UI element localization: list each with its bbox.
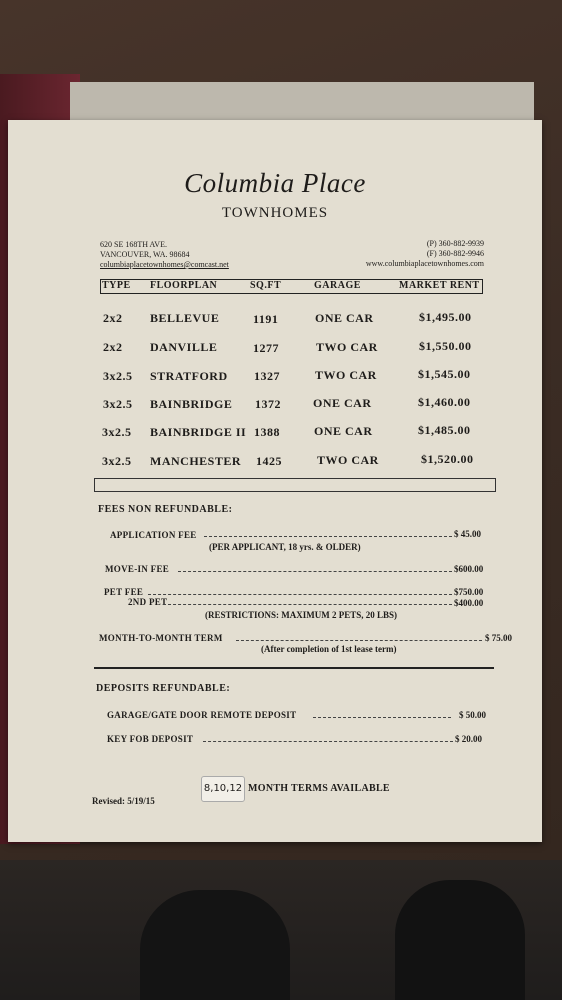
- section-divider: [94, 667, 494, 669]
- month-to-month-label: MONTH-TO-MONTH TERM: [99, 633, 223, 643]
- row-1-type: 2x2: [103, 311, 123, 325]
- address-block: [100, 240, 229, 270]
- row-4-sqft: 1372: [255, 397, 281, 411]
- row-2-type: 2x2: [103, 340, 123, 354]
- website-link[interactable]: www.columbiaplacetownhomes.com: [365, 259, 484, 268]
- row-6-rent: $1,520.00: [421, 452, 474, 466]
- col-header-floorplan: FLOORPLAN: [150, 280, 218, 291]
- row-2-sqft: 1277: [253, 341, 279, 355]
- page-subtitle: TOWNHOMES: [221, 205, 329, 221]
- row-6-type: 3x2.5: [102, 454, 132, 468]
- empty-table-row: [94, 478, 496, 492]
- second-pet-label: 2ND PET: [128, 597, 168, 607]
- col-header-sqft: SQ.FT: [250, 280, 282, 291]
- deposits-heading: DEPOSITS REFUNDABLE:: [96, 683, 231, 694]
- garage-deposit-label: GARAGE/GATE DOOR REMOTE DEPOSIT: [107, 710, 297, 720]
- row-5-type: 3x2.5: [102, 425, 132, 439]
- leader-dots: [163, 604, 452, 605]
- left-shoe: [140, 890, 290, 1000]
- fax-number: (F) 360-882-9946: [426, 249, 484, 258]
- row-3-rent: $1,545.00: [418, 367, 471, 381]
- leader-dots: [203, 741, 453, 742]
- row-2-garage: TWO CAR: [316, 340, 378, 354]
- pet-restrictions-note: (RESTRICTIONS: MAXIMUM 2 PETS, 20 LBS): [205, 610, 398, 620]
- row-5-garage: ONE CAR: [314, 424, 373, 438]
- leader-dots: [236, 640, 482, 641]
- application-fee-label: APPLICATION FEE: [110, 530, 197, 540]
- application-fee-amount: $ 45.00: [454, 529, 481, 539]
- leader-dots: [204, 536, 452, 537]
- row-5-sqft: 1388: [254, 425, 280, 439]
- row-1-sqft: 1191: [253, 312, 279, 326]
- leader-dots: [148, 594, 452, 595]
- email-link[interactable]: columbiaplacetownhomes@comcast.net: [100, 260, 229, 269]
- move-in-fee-label: MOVE-IN FEE: [105, 564, 170, 574]
- col-header-garage: GARAGE: [314, 280, 361, 291]
- row-3-sqft: 1327: [254, 369, 280, 383]
- row-4-type: 3x2.5: [103, 397, 133, 411]
- address-line-1: 620 SE 168TH AVE.: [100, 240, 167, 249]
- rent-sheet: [8, 120, 542, 842]
- key-fob-deposit-amount: $ 20.00: [455, 734, 482, 744]
- right-shoe: [395, 880, 525, 1000]
- row-1-garage: ONE CAR: [315, 311, 374, 325]
- row-4-rent: $1,460.00: [418, 395, 471, 409]
- col-header-type: TYPE: [102, 280, 131, 291]
- row-5-rent: $1,485.00: [418, 423, 471, 437]
- contact-block: [366, 239, 484, 269]
- row-3-type: 3x2.5: [103, 369, 133, 383]
- key-fob-deposit-label: KEY FOB DEPOSIT: [107, 734, 194, 744]
- row-3-garage: TWO CAR: [315, 368, 377, 382]
- row-1-rent: $1,495.00: [419, 310, 472, 324]
- row-5-floorplan: BAINBRIDGE II: [150, 425, 247, 439]
- row-2-rent: $1,550.00: [419, 339, 472, 353]
- row-6-garage: TWO CAR: [317, 453, 379, 467]
- revised-date: Revised: 5/19/15: [92, 796, 155, 806]
- second-pet-amount: $400.00: [454, 598, 484, 608]
- leader-dots: [313, 717, 451, 718]
- pet-fee-label: PET FEE: [104, 587, 144, 597]
- row-3-floorplan: STRATFORD: [150, 369, 228, 383]
- month-to-month-amount: $ 75.00: [485, 633, 512, 643]
- address-line-2: VANCOUVER, WA. 98684: [100, 250, 190, 259]
- garage-deposit-amount: $ 50.00: [459, 710, 486, 720]
- pet-fee-amount: $750.00: [454, 587, 484, 597]
- fees-heading: FEES NON REFUNDABLE:: [98, 504, 233, 515]
- row-4-garage: ONE CAR: [313, 396, 372, 410]
- handwritten-note: 8,10,12: [201, 776, 245, 802]
- table-header-underline: [100, 293, 483, 294]
- row-6-floorplan: MANCHESTER: [150, 454, 242, 468]
- row-2-floorplan: DANVILLE: [150, 340, 218, 354]
- move-in-fee-amount: $600.00: [454, 564, 484, 574]
- col-header-rent: MARKET RENT: [399, 280, 480, 291]
- leader-dots: [178, 571, 452, 572]
- row-1-floorplan: BELLEVUE: [150, 311, 220, 325]
- month-terms-text: MONTH TERMS AVAILABLE: [248, 783, 390, 794]
- month-to-month-note: (After completion of 1st lease term): [261, 644, 397, 654]
- row-4-floorplan: BAINBRIDGE: [150, 397, 233, 411]
- application-fee-note: (PER APPLICANT, 18 yrs. & OLDER): [209, 542, 361, 552]
- phone-number: (P) 360-882-9939: [426, 239, 484, 248]
- row-6-sqft: 1425: [256, 454, 282, 468]
- page-title: Columbia Place: [184, 168, 366, 198]
